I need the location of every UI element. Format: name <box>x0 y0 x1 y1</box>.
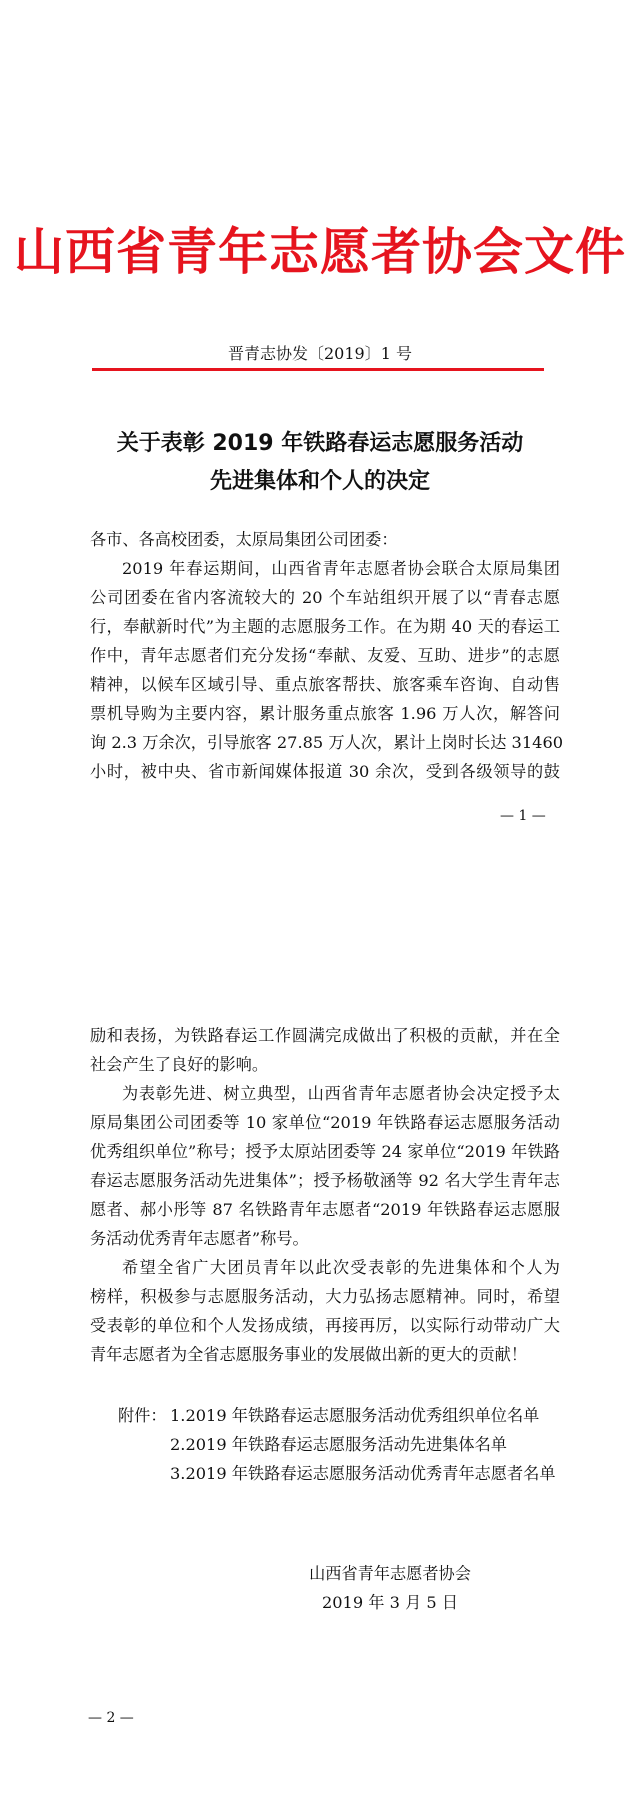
page-number-1: — 1 — <box>500 808 546 824</box>
body-line: 励和表扬，为铁路春运工作圆满完成做出了积极的贡献，并在全 <box>90 1026 560 1045</box>
attachment-item-2: 2.2019 年铁路春运志愿服务活动先进集体名单 <box>170 1435 507 1454</box>
page-number-2: — 2 — <box>88 1710 134 1726</box>
signature-org: 山西省青年志愿者协会 <box>309 1564 471 1583</box>
body-line: 希望全省广大团员青年以此次受表彰的先进集体和个人为 <box>122 1258 560 1277</box>
body-line: 春运志愿服务活动先进集体”；授予杨敬涵等 92 名大学生青年志 <box>90 1171 560 1190</box>
body-line: 票机导购为主要内容，累计服务重点旅客 1.96 万人次，解答问 <box>90 704 560 723</box>
attachment-item-1: 1.2019 年铁路春运志愿服务活动优秀组织单位名单 <box>170 1406 540 1425</box>
body-line: 榜样，积极参与志愿服务活动，大力弘扬志愿精神。同时，希望 <box>90 1287 560 1306</box>
body-line: 精神，以候车区域引导、重点旅客帮扶、旅客乘车咨询、自动售 <box>90 675 560 694</box>
body-line: 受表彰的单位和个人发扬成绩，再接再厉，以实际行动带动广大 <box>90 1316 560 1335</box>
signature-date: 2019 年 3 月 5 日 <box>321 1593 459 1612</box>
document-title-line-2: 先进集体和个人的决定 <box>209 469 430 494</box>
body-line: 社会产生了良好的影响。 <box>90 1055 269 1074</box>
body-line: 公司团委在省内客流较大的 20 个车站组织开展了以“青春志愿 <box>90 588 560 607</box>
addressee: 各市、各高校团委，太原局集团公司团委： <box>90 530 398 549</box>
red-divider <box>92 368 544 371</box>
body-line: 询 2.3 万余次，引导旅客 27.85 万人次，累计上岗时长达 31460 <box>90 733 564 752</box>
body-line: 青年志愿者为全省志愿服务事业的发展做出新的更大的贡献！ <box>90 1345 528 1364</box>
body-line: 优秀组织单位”称号；授予太原站团委等 24 家单位“2019 年铁路 <box>90 1142 560 1161</box>
document-title-line-1: 关于表彰 2019 年铁路春运志愿服务活动 <box>116 431 524 456</box>
body-line: 行，奉献新时代”为主题的志愿服务工作。在为期 40 天的春运工 <box>90 617 560 636</box>
body-line: 愿者、郝小彤等 87 名铁路青年志愿者“2019 年铁路春运志愿服 <box>90 1200 560 1219</box>
attachment-item-3: 3.2019 年铁路春运志愿服务活动优秀青年志愿者名单 <box>170 1464 556 1483</box>
body-line: 为表彰先进、树立典型，山西省青年志愿者协会决定授予太 <box>122 1084 560 1103</box>
body-line: 务活动优秀青年志愿者”称号。 <box>90 1229 309 1248</box>
body-line: 作中，青年志愿者们充分发扬“奉献、友爱、互助、进步”的志愿 <box>90 646 560 665</box>
body-line: 小时，被中央、省市新闻媒体报道 30 余次，受到各级领导的鼓 <box>90 762 560 781</box>
document-number: 晋青志协发〔2019〕1 号 <box>228 344 412 363</box>
org-document-title: 山西省青年志愿者协会文件 <box>14 223 626 281</box>
body-line: 原局集团公司团委等 10 家单位“2019 年铁路春运志愿服务活动 <box>90 1113 560 1132</box>
attachments-label: 附件： <box>118 1406 167 1425</box>
body-line: 2019 年春运期间，山西省青年志愿者协会联合太原局集团 <box>122 559 560 578</box>
